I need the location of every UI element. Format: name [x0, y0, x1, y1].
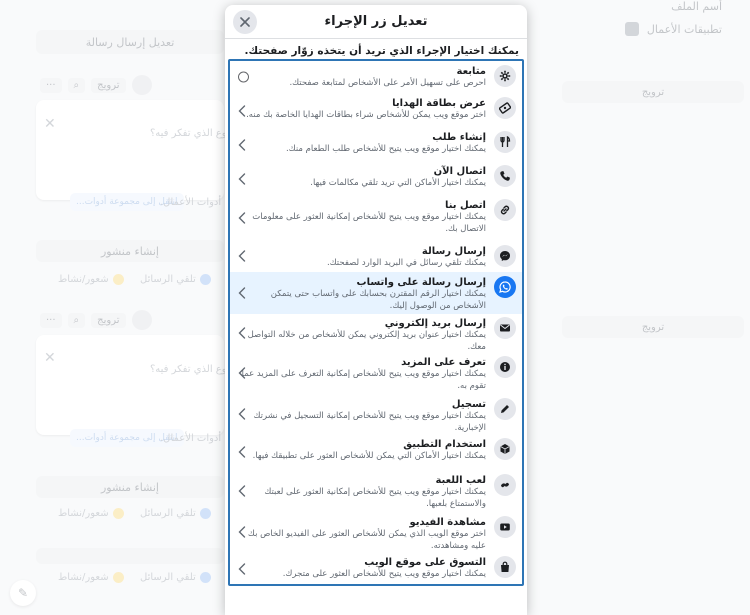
action-option-email[interactable] [230, 314, 522, 352]
chevron-left-icon[interactable] [238, 139, 246, 151]
chevron-left-icon[interactable] [238, 212, 246, 224]
action-option-description: يمكنك اختيار موقع ويب يتيح للأشخاص إمكانية العثور على لعبتك والاستمتاع بلعبها. [264, 487, 486, 509]
action-option-description: يمكنك تلقي رسائل في البريد الوارد لصفحتك. [326, 258, 486, 268]
action-option-description: يمكنك اختيار موقع ويب يتيح للأشخاص إمكانية العثور على معلومات الاتصال بك. [252, 212, 486, 234]
chevron-left-icon[interactable] [238, 563, 246, 575]
action-option-description: اختر موقع ويب يمكن للأشخاص شراء بطاقات الهدايا الخاصة بك منه. [246, 110, 486, 120]
action-option-text [238, 97, 486, 122]
pencil-icon [494, 398, 516, 420]
chevron-left-icon[interactable] [238, 173, 246, 185]
action-option-description: يمكنك اختيار موقع ويب يتيح للأشخاص طلب الطعام منك. [285, 144, 486, 154]
dialog-header [225, 5, 527, 39]
action-option-title: إرسال رسالة على واتساب [356, 277, 486, 288]
action-option-call-now[interactable] [230, 162, 522, 196]
action-option-title: لعب اللعبة [435, 475, 486, 486]
action-option-text [238, 398, 486, 434]
action-option-text [238, 131, 486, 156]
action-option-title: إرسال رسالة [421, 246, 486, 257]
action-option-title: تسجيل [451, 399, 486, 410]
action-option-text [238, 65, 486, 90]
chevron-left-icon[interactable] [238, 367, 246, 379]
action-option-learn-more[interactable] [230, 352, 522, 394]
info-icon [494, 356, 516, 378]
chevron-left-icon[interactable] [238, 287, 246, 299]
action-option-text [238, 438, 486, 463]
gear-icon [494, 65, 516, 87]
action-option-text [238, 165, 486, 190]
action-option-use-app[interactable] [230, 434, 522, 470]
video-icon [494, 516, 516, 538]
action-option-text [238, 276, 486, 312]
cube-icon [494, 438, 516, 460]
fork-knife-icon [494, 131, 516, 153]
close-button[interactable] [233, 10, 257, 34]
phone-icon [494, 165, 516, 187]
radio-button[interactable] [238, 72, 249, 83]
action-option-follow[interactable] [230, 61, 522, 93]
shopping-bag-icon [494, 556, 516, 578]
action-option-text [238, 474, 486, 510]
action-option-title: تعرف على المزيد [401, 357, 486, 368]
action-option-play-game[interactable] [230, 470, 522, 512]
action-option-contact-us[interactable] [230, 196, 522, 240]
action-option-description: يمكنك اختيار الأماكن التي يمكن للأشخاص العثور على تطبيقك فيها. [252, 451, 486, 461]
gamepad-icon [494, 474, 516, 496]
action-option-title: إنشاء طلب [432, 132, 486, 143]
action-option-description: يمكنك اختيار موقع ويب يتيح للأشخاص إمكانية التعرف على المزيد عما تقوم به. [241, 369, 486, 391]
action-option-title: إرسال بريد إلكتروني [384, 318, 486, 329]
action-option-description: يمكنك اختيار موقع ويب يتيح للأشخاص العثور على متجرك. [282, 569, 486, 579]
action-option-title: اتصل بنا [444, 200, 486, 211]
action-option-text [238, 356, 486, 392]
action-option-title: التسوق على موقع الويب [364, 557, 486, 568]
envelope-icon [494, 317, 516, 339]
action-option-description: اختر موقع الويب الذي يمكن للأشخاص العثور على الفيديو الخاص بك عليه ومشاهدته. [247, 529, 486, 551]
action-option-description: يمكنك اختيار موقع ويب يتيح للأشخاص إمكانية التسجيل في نشرتك الإخبارية. [253, 411, 486, 433]
chevron-left-icon[interactable] [238, 485, 246, 497]
action-option-title: استخدام التطبيق [403, 439, 486, 450]
chevron-left-icon[interactable] [238, 408, 246, 420]
messenger-icon [494, 245, 516, 267]
action-option-order[interactable] [230, 128, 522, 162]
action-option-description: يمكنك اختيار عنوان بريد إلكتروني يمكن للأشخاص من خلاله التواصل معك. [247, 330, 486, 352]
link-icon [494, 199, 516, 221]
dialog-title: تعديل زر الإجراء [324, 14, 428, 29]
action-option-gift-card[interactable] [230, 93, 522, 128]
action-option-send-message[interactable] [230, 240, 522, 272]
chevron-left-icon[interactable] [238, 250, 246, 262]
action-options-list [228, 59, 524, 586]
chevron-left-icon[interactable] [238, 446, 246, 458]
action-option-shop-website[interactable] [230, 552, 522, 586]
chevron-left-icon[interactable] [238, 105, 246, 117]
action-option-text [238, 317, 486, 353]
action-option-title: عرض بطاقة الهدايا [392, 98, 486, 109]
action-option-description: يمكنك اختيار الأماكن التي تريد تلقي مكالمات فيها. [310, 178, 486, 188]
action-option-text [238, 245, 486, 270]
action-option-title: اتصال الآن [433, 166, 486, 177]
dialog-instruction: يمكنك اختيار الإجراء الذي تريد أن يتخذه زوّار صفحتك. [244, 45, 519, 57]
action-option-watch-video[interactable] [230, 512, 522, 552]
action-option-whatsapp[interactable] [230, 272, 522, 314]
action-option-title: مشاهدة الفيديو [409, 517, 486, 528]
chevron-left-icon[interactable] [238, 327, 246, 339]
edit-action-button-dialog [225, 5, 527, 615]
action-option-text [238, 516, 486, 552]
action-option-title: متابعة [456, 66, 486, 77]
gift-card-icon [494, 97, 516, 119]
action-option-sign-up[interactable] [230, 394, 522, 434]
close-icon [240, 17, 250, 27]
action-option-text [238, 199, 486, 235]
whatsapp-icon [494, 276, 516, 298]
action-option-description: يمكنك اختيار الرقم المقترن بحسابك على واتساب حتى يتمكن الأشخاص من الوصول إليك. [270, 289, 486, 311]
action-option-text [238, 556, 486, 581]
action-option-description: احرص على تسهيل الأمر على الأشخاص لمتابعة صفحتك. [289, 78, 486, 88]
chevron-left-icon[interactable] [238, 526, 246, 538]
